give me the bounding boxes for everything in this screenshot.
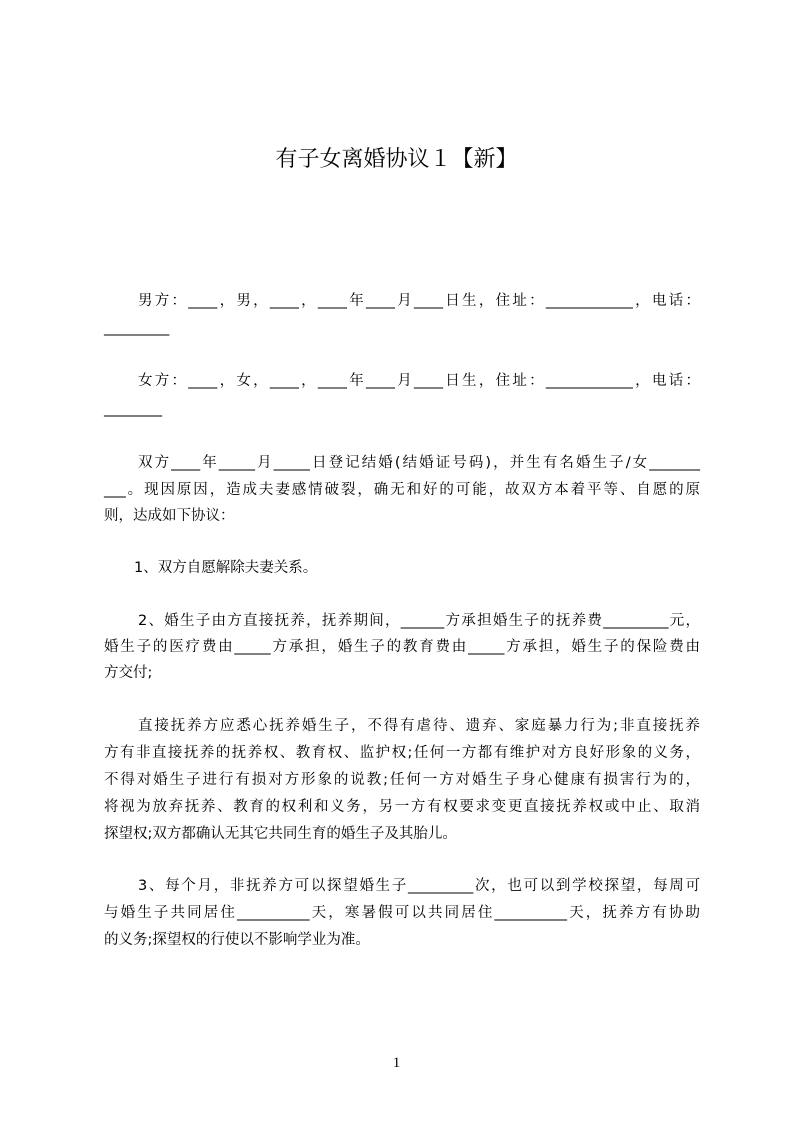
text-line: 方交付; <box>104 665 153 681</box>
text-line: 与婚生子共同居住__________天，寒暑假可以共同居住__________天，抚养方有协助 <box>104 905 700 921</box>
text-line: 的义务;探望权的行使以不影响学业为准。 <box>104 932 370 948</box>
text-line: _________ <box>104 320 170 336</box>
text-line: 男方：____，男，____，____年____月____日生，住址：____________，电话： <box>138 293 700 309</box>
text-line: 直接抚养方应悉心抚养婚生子，不得有虐待、遗弃、家庭暴力行为;非直接抚养 <box>138 718 700 734</box>
text-line: 女方：____，女，____，____年____月____日生，住址：____________，电话： <box>138 373 700 389</box>
text-line: 1、双方自愿解除夫妻关系。 <box>134 560 318 576</box>
text-line: 则，达成如下协议： <box>104 508 235 524</box>
text-line: 不得对婚生子进行有损对方形象的说教;任何一方对婚生子身心健康有损害行为的， <box>104 772 700 788</box>
text-line: 将视为放弃抚养、教育的权利和义务，另一方有权要求变更直接抚养权或中止、取消 <box>104 799 700 815</box>
text-line: 方有非直接抚养的抚养权、教育权、监护权;任何一方都有维护对方良好形象的义务， <box>104 745 700 761</box>
text-line: 探望权;双方都确认无其它共同生育的婚生子及其胎儿。 <box>104 826 457 842</box>
text-line: ___。现因原因，造成夫妻感情破裂，确无和好的可能，故双方本着平等、自愿的原 <box>104 482 700 498</box>
document-title: 有子女离婚协议１【新】 <box>275 147 518 172</box>
text-line: 双方____年_____月_____日登记结婚(结婚证号码)，并生有名婚生子/女_______ <box>138 455 700 471</box>
page-number: 1 <box>392 1055 401 1071</box>
text-line: 2、婚生子由方直接抚养，抚养期间，______方承担婚生子的抚养费_________元， <box>138 613 700 629</box>
text-line: ________ <box>104 401 162 417</box>
text-line: 婚生子的医疗费由_____方承担，婚生子的教育费由_____方承担，婚生子的保险费由 <box>104 639 700 655</box>
text-line: 3、每个月，非抚养方可以探望婚生子_________次，也可以到学校探望，每周可 <box>138 878 700 894</box>
